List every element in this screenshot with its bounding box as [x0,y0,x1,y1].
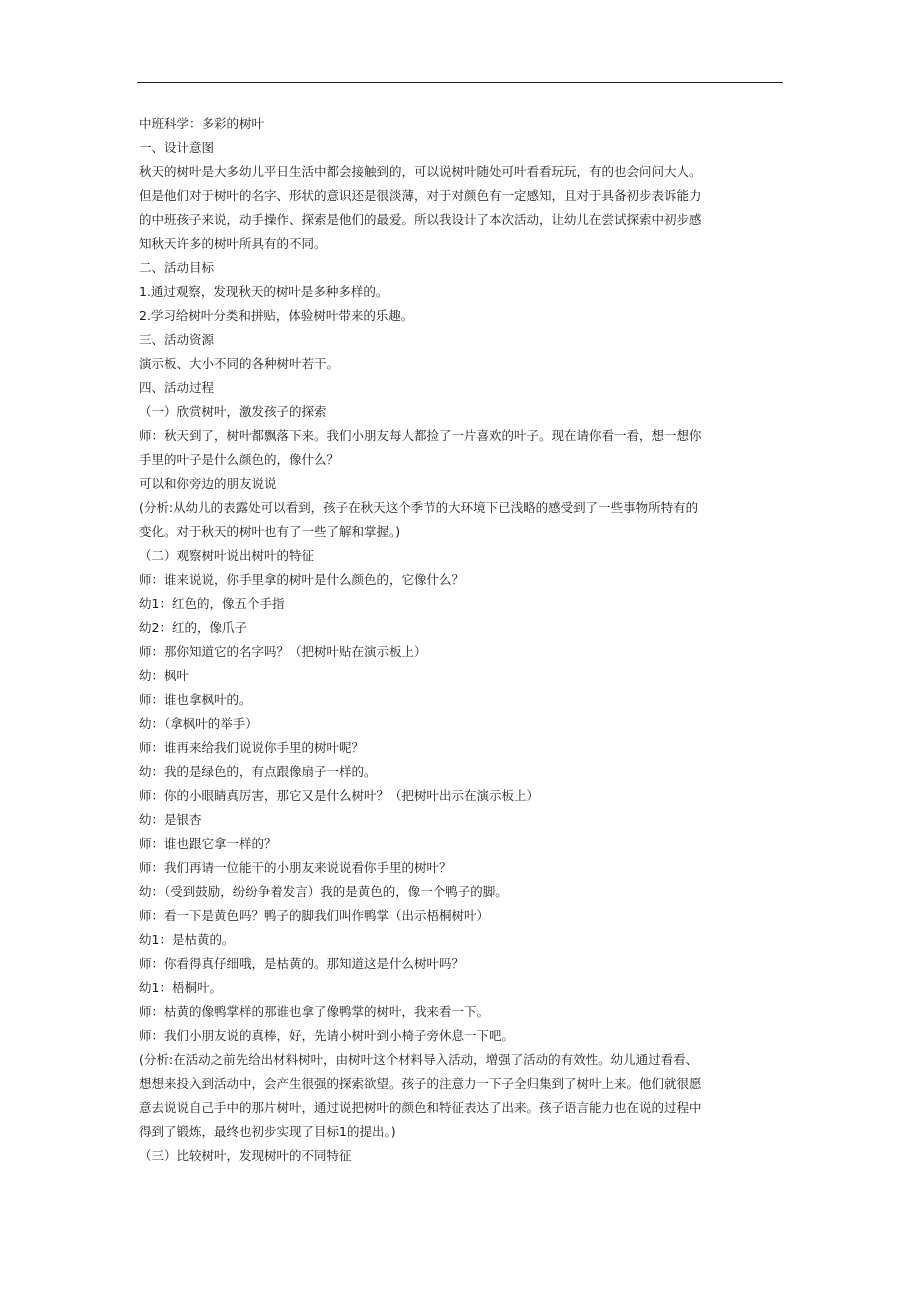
document-title: 中班科学：多彩的树叶 [139,116,265,131]
header-rule [137,82,783,83]
text-line: 意去说说自己手中的那片树叶，通过说把树叶的颜色和特征表达了出来。孩子语言能力也在说的过程中 [139,1100,702,1115]
text-line: (分析:从幼儿的表露处可以看到，孩子在秋天这个季节的大环境下已浅略的感受到了一些事物所特有的 [139,500,699,515]
text-line: 秋天的树叶是大多幼儿平日生活中都会接触到的，可以说树叶随处可叶看看玩玩，有的也会问问大人。 [139,164,702,179]
text-line: 师：我们小朋友说的真棒，好，先请小树叶到小椅子旁休息一下吧。 [139,1028,515,1043]
text-line: 师：那你知道它的名字吗？（把树叶贴在演示板上） [139,644,427,659]
text-line: 的中班孩子来说，动手操作、探索是他们的最爱。所以我设计了本次活动，让幼儿在尝试探索中初步感 [139,212,702,227]
text-line: 师：秋天到了，树叶都飘落下来。我们小朋友每人都捡了一片喜欢的叶子。现在请你看一看，想一想你 [139,428,702,443]
text-line: 师：我们再请一位能干的小朋友来说说看你手里的树叶？ [139,860,452,875]
text-line: 师：谁再来给我们说说你手里的树叶呢？ [139,740,365,755]
text-line: 得到了锻炼，最终也初步实现了目标1的提出。) [139,1124,396,1139]
text-line: 师：谁来说说，你手里拿的树叶是什么颜色的，它像什么？ [139,572,465,587]
text-line: 幼：（拿枫叶的举手） [139,716,258,731]
text-line: 手里的叶子是什么颜色的，像什么？ [139,452,340,467]
text-line: 师：你看得真仔细哦，是枯黄的。那知道这是什么树叶吗？ [139,956,465,971]
text-line: 四、活动过程 [139,380,215,395]
text-line: 但是他们对于树叶的名字、形状的意识还是很淡薄，对于对颜色有一定感知，且对于具备初步表诉能力 [139,188,702,203]
text-line: 演示板、大小不同的各种树叶若干。 [139,356,340,371]
text-line: 幼：（受到鼓励，纷纷争着发言）我的是黄色的，像一个鸭子的脚。 [139,884,508,899]
text-line: （一）欣赏树叶，激发孩子的探索 [139,404,327,419]
text-line: （三）比较树叶，发现树叶的不同特征 [139,1148,352,1163]
text-line: 想想来投入到活动中，会产生很强的探索欲望。孩子的注意力一下子全归集到了树叶上来。他们就很愿 [139,1076,702,1091]
text-line: 师：谁也跟它拿一样的？ [139,836,277,851]
text-line: 幼1：梧桐叶。 [139,980,222,995]
text-line: 知秋天许多的树叶所具有的不同。 [139,236,327,251]
text-line: 幼1：是枯黄的。 [139,932,235,947]
text-line: 幼2：红的，像爪子 [139,620,247,635]
document-body [139,112,784,1168]
text-line: 幼：我的是绿色的，有点跟像扇子一样的。 [139,764,377,779]
text-line: 一、设计意图 [139,140,215,155]
text-line: 师：看一下是黄色吗？鸭子的脚我们叫作鸭掌（出示梧桐树叶） [139,908,490,923]
text-line: (分析:在活动之前先给出材料树叶，由树叶这个材料导入活动，增强了活动的有效性。幼儿通过看看、 [139,1052,699,1067]
text-line: （二）观察树叶说出树叶的特征 [139,548,315,563]
text-line: 二、活动目标 [139,260,215,275]
text-line: 幼1：红色的，像五个手指 [139,596,285,611]
text-line: 变化。对于秋天的树叶也有了一些了解和掌握。) [139,524,401,539]
text-line: 1.通过观察，发现秋天的树叶是多种多样的。 [139,284,389,299]
text-line: 2.学习给树叶分类和拼贴，体验树叶带来的乐趣。 [139,308,414,323]
text-line: 幼：是银杏 [139,812,202,827]
text-line: 幼：枫叶 [139,668,190,683]
text-line: 师：谁也拿枫叶的。 [139,692,252,707]
text-line: 师：枯黄的像鸭掌样的那谁也拿了像鸭掌的树叶，我来看一下。 [139,1004,490,1019]
text-line: 可以和你旁边的朋友说说 [139,476,277,491]
text-line: 三、活动资源 [139,332,215,347]
text-line: 师：你的小眼睛真厉害，那它又是什么树叶？（把树叶出示在演示板上） [139,788,540,803]
